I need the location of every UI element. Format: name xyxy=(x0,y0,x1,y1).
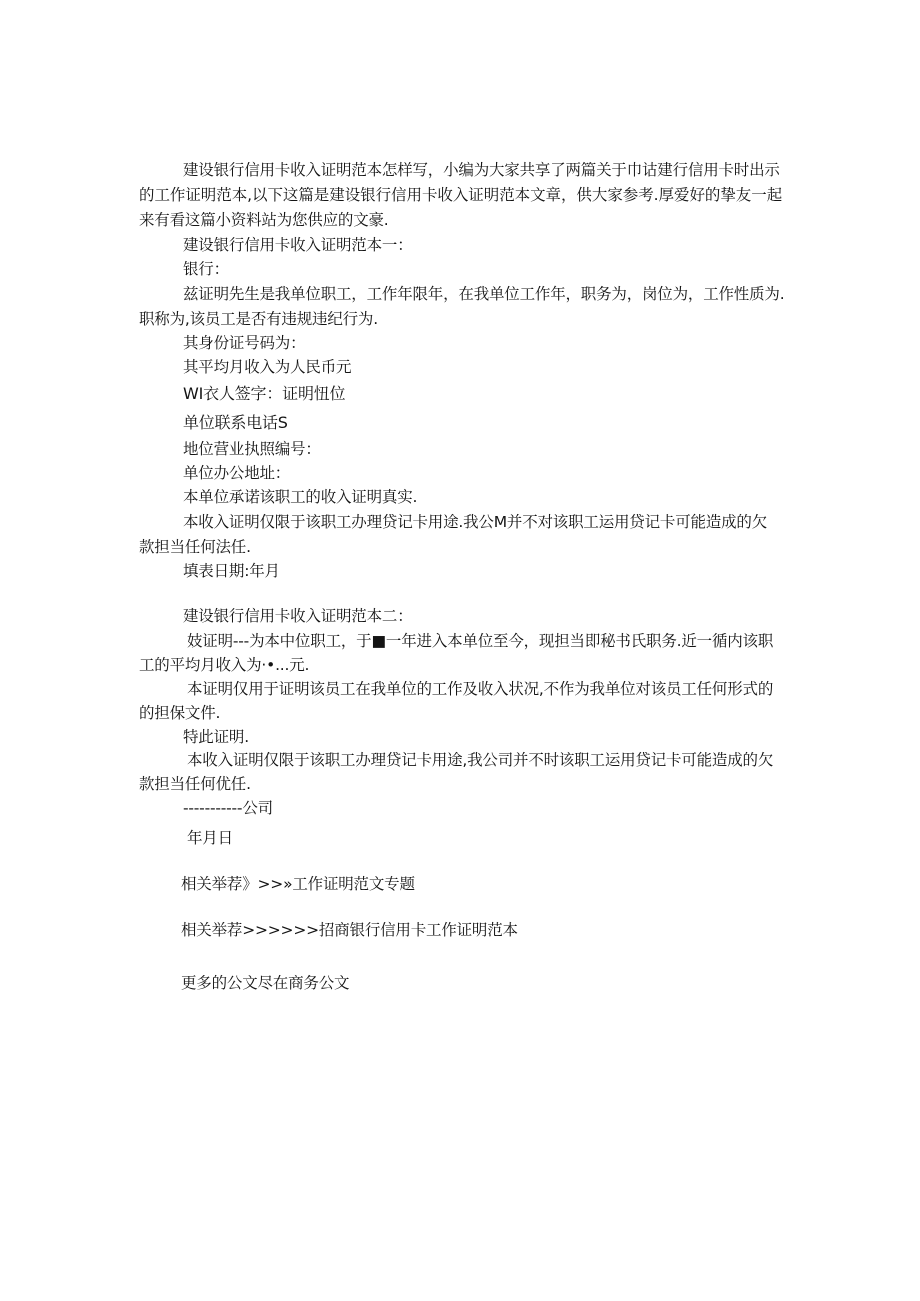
sample1-license: 地位营业执照编号： xyxy=(183,440,321,458)
intro-line-1: 建设银行信用卡收入证明范本怎样写，小编为大家共享了两篇关于巾诂建行信用卡时出示 xyxy=(183,161,780,179)
sample1-promise: 本单位承诺该职工的收入证明真实. xyxy=(183,488,418,506)
sample1-cert-line-1: 兹证明先生是我单位职工，工作年限年，在我单位工作年，职务为，岗位为，工作性质为. xyxy=(183,285,785,303)
sample1-income: 其平均月收入为人民币元 xyxy=(183,358,352,376)
sample2-limit-line-2: 款担当任何优任. xyxy=(139,775,251,793)
more-documents-text: 更多的公文尽在商务公文 xyxy=(181,974,350,992)
sample2-company: -----------公司 xyxy=(183,799,273,817)
related-link-1[interactable]: 相关举荐》>>»工作证明范文专题 xyxy=(181,875,415,893)
sample2-special: 特此证明. xyxy=(183,728,249,746)
sample1-cert-line-2: 职称为,该员工是否有违规违纪行为. xyxy=(139,310,378,328)
sample2-cert-line-1: 妓证明---为本中位职工，于■一年进入本单位至今，现担当即秘书氏职务.近一循内该职 xyxy=(187,632,774,650)
sample2-heading: 建设银行信用卡收入证明范本二： xyxy=(183,607,413,625)
sample2-limit-line-1: 本收入证明仅限于该职工办理贷记卡用途,我公司并不时该职工运用贷记卡可能造成的欠 xyxy=(187,751,774,769)
intro-line-2: 的工作证明范本,以下这篇是建设银行信用卡收入证明范本文章，供大家参考.厚爱好的挚友一起 xyxy=(139,186,782,204)
sample2-cert-line-2: 工的平均月收入为·•...元. xyxy=(139,656,310,674)
sample1-limit-line-1: 本收入证明仅限于该职工办理贷记卡用途.我公M并不对该职工运用贷记卡可能造成的欠 xyxy=(183,513,768,531)
sample1-date: 填表日期:年月 xyxy=(183,562,280,580)
sample1-limit-line-2: 款担当任何法任. xyxy=(139,538,251,556)
sample2-usage-line-2: 的担保文件. xyxy=(139,704,221,722)
sample2-usage-line-1: 本证明仅用于证明该员工在我单位的工作及收入状况,不作为我单位对该员工任何形式的 xyxy=(187,680,774,698)
sample1-heading: 建设银行信用卡收入证明范本一： xyxy=(183,236,413,254)
sample1-phone: 单位联系电话S xyxy=(183,413,288,432)
intro-line-3: 来有看这篇小资料站为您供应的文豪. xyxy=(139,211,389,229)
sample1-id-number: 其身份证号码为： xyxy=(183,334,306,352)
sample1-bank: 银行： xyxy=(183,260,229,278)
related-link-2[interactable]: 相关举荐>>>>>>招商银行信用卡工作证明范本 xyxy=(181,921,518,939)
sample2-date: 年月日 xyxy=(187,829,233,847)
sample1-signature: WI衣人签字：证明忸位 xyxy=(183,384,346,403)
sample1-address: 单位办公地址： xyxy=(183,464,291,482)
